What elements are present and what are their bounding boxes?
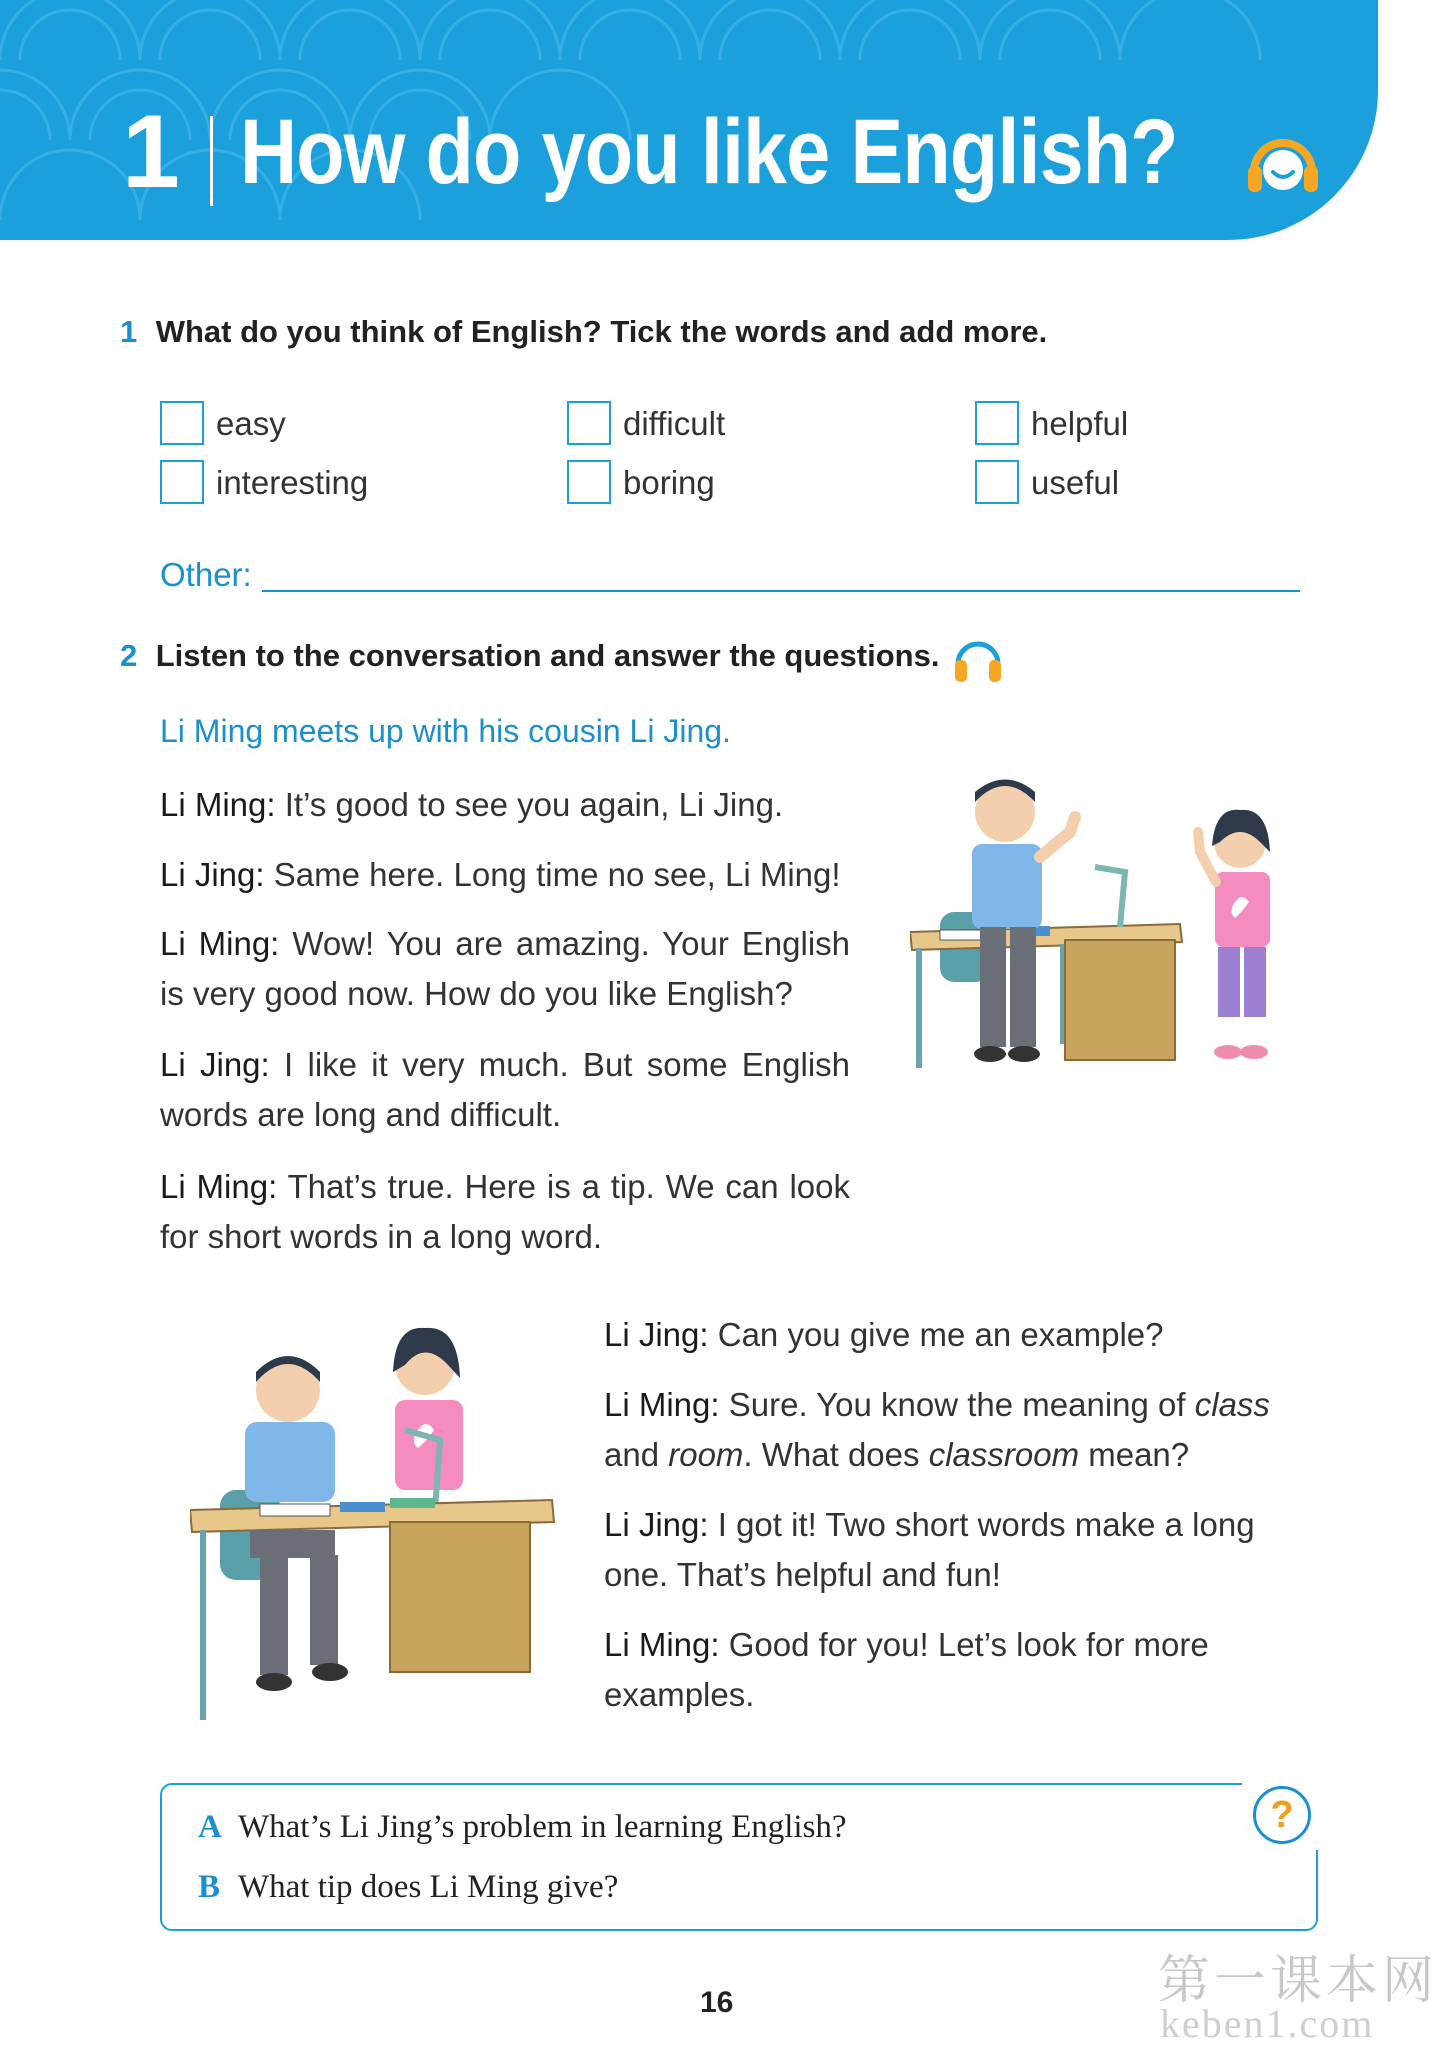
other-label: Other: — [160, 556, 252, 593]
speaker-name: Li Ming: — [604, 1386, 720, 1423]
headphones-icon[interactable] — [952, 634, 1004, 686]
dialogue-line — [604, 1620, 1314, 1720]
dialogue-text: Good for you! Let’s look for more examples. — [604, 1626, 1209, 1713]
speaker-name: Li Jing: — [604, 1506, 709, 1543]
question-letter: B — [198, 1869, 221, 1905]
dialogue-text: . What does — [743, 1436, 929, 1473]
dialogue-line — [604, 1310, 1314, 1360]
illustration-study-desk — [190, 1310, 560, 1740]
title-divider — [210, 116, 213, 206]
dialogue-line — [160, 1162, 850, 1262]
watermark-url: keben1.com — [1160, 2001, 1375, 2046]
speaker-name: Li Ming: — [604, 1626, 720, 1663]
dialogue-text: Wow! You are amazing. Your English is very good now. How do you like English? — [160, 925, 850, 1012]
section-number: 2 — [120, 638, 138, 673]
question-text: What’s Li Jing’s problem in learning English? — [238, 1809, 847, 1845]
question-mark-icon: ? — [1253, 1786, 1311, 1844]
italic-word: classroom — [928, 1436, 1080, 1473]
option-label: interesting — [216, 464, 369, 501]
dialogue-text: I like it very much. But some English words are long and difficult. — [160, 1046, 851, 1133]
option-label: useful — [1031, 464, 1120, 501]
other-answer-line[interactable] — [262, 590, 1300, 592]
option-label: helpful — [1031, 405, 1129, 442]
speaker-name: Li Ming: — [160, 786, 276, 823]
unit-header-banner — [0, 0, 1378, 240]
section-number: 1 — [120, 314, 138, 349]
speaker-name: Li Jing: — [160, 856, 265, 893]
question-b — [198, 1869, 618, 1906]
speaker-name: Li Ming: — [160, 1168, 278, 1205]
unit-number: 1 — [122, 94, 178, 210]
italic-word: class — [1194, 1386, 1270, 1423]
dialogue-text: It’s good to see you again, Li Jing. — [284, 786, 784, 823]
question-letter: A — [198, 1809, 222, 1845]
italic-word: room — [668, 1436, 744, 1473]
option-label: difficult — [623, 405, 726, 442]
checkbox-boring[interactable] — [567, 460, 611, 504]
dialogue-line — [160, 919, 850, 1019]
speaker-name: Li Jing: — [604, 1316, 709, 1353]
checkbox-useful[interactable] — [975, 460, 1019, 504]
speaker-name: Li Ming: — [160, 925, 280, 962]
section-instruction: What do you think of English? Tick the words and add more. — [155, 314, 1048, 349]
headphones-icon[interactable] — [1244, 128, 1322, 200]
dialogue-line — [604, 1380, 1314, 1480]
dialogue-line — [604, 1500, 1314, 1600]
option-label: easy — [216, 405, 286, 442]
dialogue-text: Can you give me an example? — [717, 1316, 1164, 1353]
dialogue-text: I got it! Two short words make a long one. That’s helpful and fun! — [604, 1506, 1255, 1593]
dialogue-text: mean? — [1079, 1436, 1190, 1473]
dialogue-line — [160, 780, 850, 830]
checkbox-helpful[interactable] — [975, 401, 1019, 445]
dialogue-intro: Li Ming meets up with his cousin Li Jing. — [160, 713, 731, 749]
dialogue-text: That’s true. Here is a tip. We can look for short words in a long word. — [160, 1168, 850, 1255]
checkbox-easy[interactable] — [160, 401, 204, 445]
page-title: How do you like English? — [240, 101, 1178, 203]
speaker-name: Li Jing: — [160, 1046, 270, 1083]
section-1-heading — [120, 314, 1047, 350]
page-number: 16 — [700, 1986, 734, 2019]
question-a — [198, 1809, 847, 1846]
option-label: boring — [623, 464, 715, 501]
questions-box — [160, 1783, 1318, 1931]
illustration-cousins-greeting — [910, 762, 1310, 1102]
watermark-text: 第一课本网 — [1158, 1952, 1439, 2010]
dialogue-text: Sure. You know the meaning of — [728, 1386, 1195, 1423]
checkbox-interesting[interactable] — [160, 460, 204, 504]
checkbox-difficult[interactable] — [567, 401, 611, 445]
question-text: What tip does Li Ming give? — [238, 1869, 619, 1905]
dialogue-text: Same here. Long time no see, Li Ming! — [273, 856, 841, 893]
section-instruction: Listen to the conversation and answer the questions. — [155, 638, 940, 673]
dialogue-line — [160, 1040, 850, 1140]
dialogue-line — [160, 850, 850, 900]
section-2-heading — [120, 638, 939, 674]
dialogue-text: and — [604, 1436, 669, 1473]
